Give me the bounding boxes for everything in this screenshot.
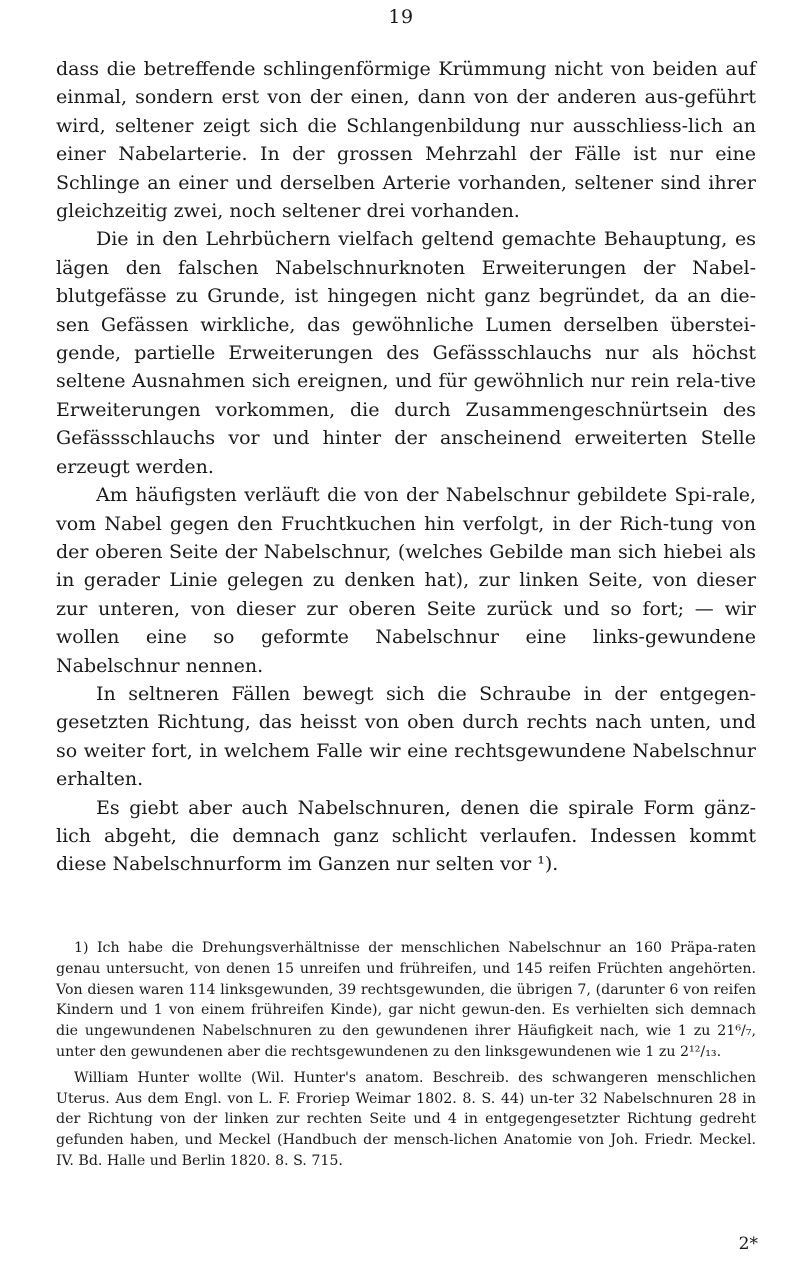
paragraph: In seltneren Fällen bewegt sich die Schraube in der entgegen-gesetzten Richtung, das heisst von oben durch rechts nach unten, und so weiter fort, in welchem Falle wir eine rechtsgewundene Nabelschnur erhalten.	[56, 682, 756, 791]
footnote: 1) Ich habe die Drehungsverhältnisse der menschlichen Nabelschnur an 160 Präpa-raten genau untersucht, von denen 15 unreifen und frühreifen, und 145 reifen Früchten angehörten. Von diesen waren 114 linksgewunden, 39 rechtsgewunden, die übrigen 7, (darunter 6 von reifen Kindern und 1 von einem frühreifen Kinde), gar nicht gewun-den. Es verhielten sich demnach die ungewundenen Nabelschnuren zu den gewundenen ihrer Häufigkeit nach, wie 1 zu 21⁶/₇, unter den gewundenen aber die rechtsgewundenen zu den linksgewundenen wie 1 zu 2¹²/₁₃.	[56, 940, 756, 1060]
main-text	[56, 55, 756, 879]
paragraph: Es giebt aber auch Nabelschnuren, denen die spirale Form gänz-lich abgeht, die demnach ganz schlicht verlaufen. Indessen kommt diese Nabelschnurform im Ganzen nur selten vor ¹).	[56, 796, 756, 876]
footnotes	[56, 938, 756, 1172]
paragraph: dass die betreffende schlingenförmige Krümmung nicht von beiden auf einmal, sondern erst von der einen, dann von der anderen aus-geführt wird, seltener zeigt sich die Schlangenbildung nur ausschliess-lich an einer Nabelarterie. In der grossen Mehrzahl der Fälle ist nur eine Schlinge an einer und derselben Arterie vorhanden, seltener sind ihrer gleichzeitig zwei, noch seltener drei vorhanden.	[56, 58, 756, 223]
signature-mark: 2*	[738, 1234, 758, 1254]
paragraph: Die in den Lehrbüchern vielfach geltend gemachte Behauptung, es lägen den falschen Nabelschnurknoten Erweiterungen der Nabel-blutgefässe zu Grunde, ist hingegen nicht ganz begründet, da an die-sen Gefässen wirkliche, das gewöhnliche Lumen derselben überstei-gende, partielle Erweiterungen des Gefässschlauchs nur als höchst seltene Ausnahmen sich ereignen, und für gewöhnlich nur rein rela-tive Erweiterungen vorkommen, die durch Zusammengeschnürtsein des Gefässschlauchs vor und hinter der anscheinend erweiterten Stelle erzeugt werden.	[56, 228, 756, 478]
footnote-continuation: William Hunter wollte (Wil. Hunter's anatom. Beschreib. des schwangeren menschlichen Uterus. Aus dem Engl. von L. F. Froriep Weimar 1802. 8. S. 44) un-ter 32 Nabelschnuren 28 in der Richtung von der linken zur rechten Seite und 4 in entgegengesetzter Richtung gedreht gefunden haben, und Meckel (Handbuch der mensch-lichen Anatomie von Joh. Friedr. Meckel. IV. Bd. Halle und Berlin 1820. 8. S. 715.	[56, 1069, 756, 1169]
page-number: 19	[388, 6, 414, 28]
paragraph: Am häufigsten verläuft die von der Nabelschnur gebildete Spi-rale, vom Nabel gegen den Fruchtkuchen hin verfolgt, in der Rich-tung von der oberen Seite der Nabelschnur, (welches Gebilde man sich hiebei als in gerader Linie gelegen zu denken hat), zur linken Seite, von dieser zur unteren, von dieser zur oberen Seite zurück und so fort; — wir wollen eine so geformte Nabelschnur eine links-gewundene Nabelschnur nennen.	[56, 484, 756, 677]
